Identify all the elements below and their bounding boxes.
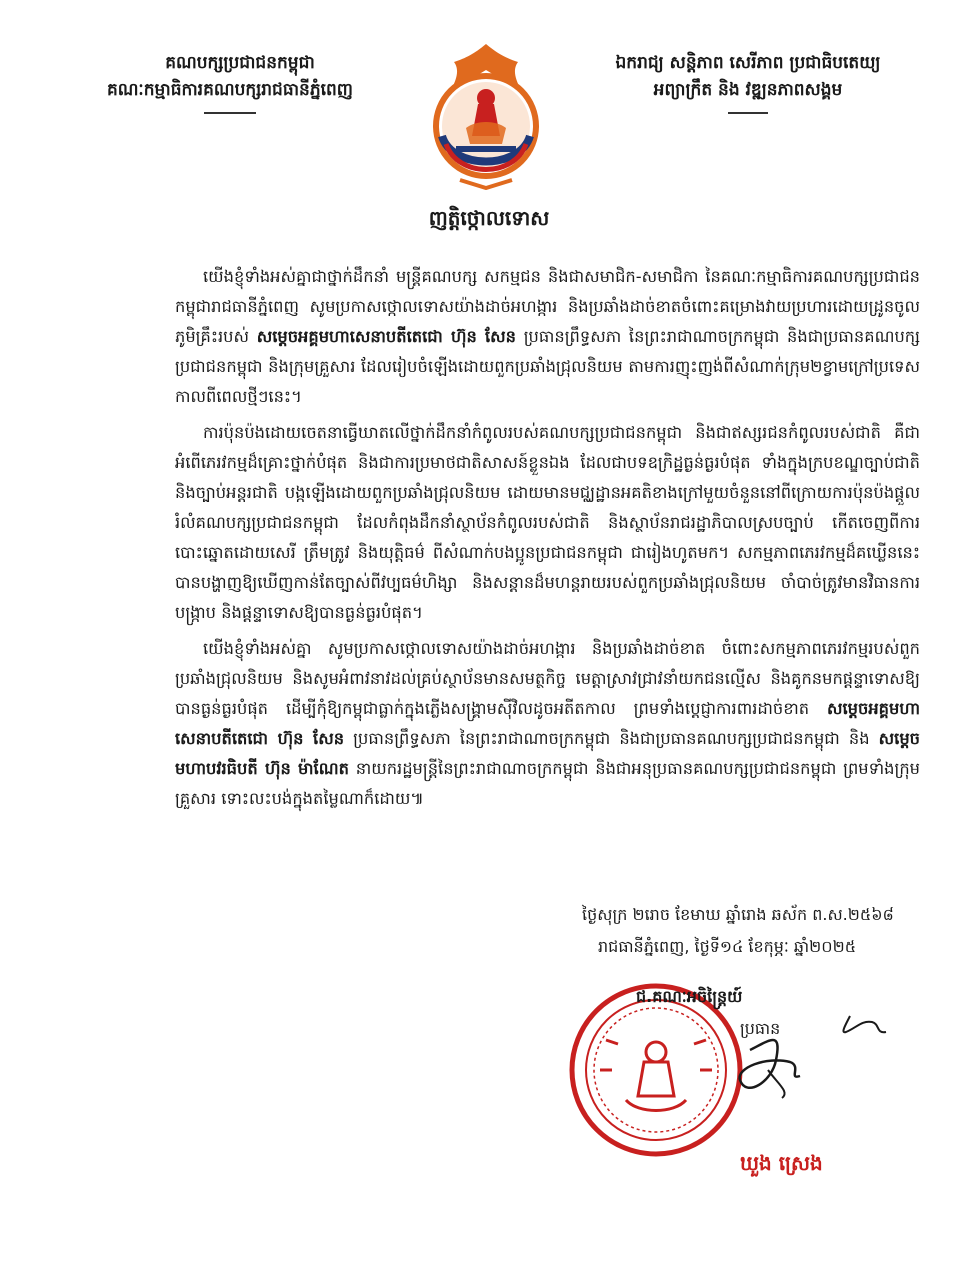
paragraph-1: យើងខ្ញុំទាំងអស់គ្នាជាថ្នាក់ដឹកនាំ មន្ត្រីគណបក្ស សកម្មជន និងជាសមាជិក-សមាជិកា នៃគណៈកម្មាធិការគណបក្សប្រជាជនកម្ពុជារាជធានីភ្នំពេញ សូមប្រកាសថ្កោលទោសយ៉ាងដាច់អហង្ការ និងប្រឆាំងដាច់ខាតចំពោះគម្រោងវាយប្រហារដោយដ្រូនចូលភូមិគ្រឹះរបស់ សម្តេចអគ្គមហាសេនាបតីតេជោ ហ៊ុន សែន ប្រធានព្រឹទ្ធសភា នៃព្រះរាជាណាចក្រកម្ពុជា និងជាប្រធានគណបក្សប្រជាជនកម្ពុជា និងក្រុមគ្រួសារ ដែលរៀបចំឡើងដោយពួកប្រឆាំងជ្រុលនិយម តាមការញុះញង់ពីសំណាក់ក្រុម២ខ្វាមក្រៅប្រទេស កាលពីពេលថ្មីៗនេះ។ (175, 267, 920, 406)
name-hun-manet: សម្តេចមហាបវរធិបតី ហ៊ុន ម៉ាណែត (175, 729, 920, 778)
name-hun-sen: សម្តេចអគ្គមហាសេនាបតីតេជោ ហ៊ុន សែន (256, 327, 516, 346)
solar-date: រាជធានីភ្នំពេញ, ថ្ងៃទី១៤ ខែកុម្ភៈ ឆ្នាំ២០២៥ (598, 937, 857, 956)
kingdom-motto-line1: ឯករាជ្យ សន្តិភាព សេរីភាព ប្រជាធិបតេយ្យ (615, 53, 881, 73)
document-title: ញត្តិថ្កោលទោស (428, 206, 550, 230)
header-left-divider (204, 112, 256, 114)
signer-name: ឃួង ស្រេង (740, 1151, 823, 1175)
paragraph-3: យើងខ្ញុំទាំងអស់គ្នា សូមប្រកាសថ្កោលទោសយ៉ាងដាច់អហង្ការ និងប្រឆាំងដាច់ខាត ចំពោះសកម្មភាពភេរវកម្មរបស់ពួកប្រឆាំងជ្រុលនិយម និងសូមអំពាវនាវដល់គ្រប់ស្ថាប័នមានសមត្ថកិច្ច មេត្តាស្រាវជ្រាវនាំយកជនល្មើស និងគូកនមកផ្តន្ទាទោសឱ្យបានធ្ងន់ធ្ងរបំផុត ដើម្បីកុំឱ្យកម្ពុជាធ្លាក់ក្នុងភ្លើងសង្គ្រាមស៊ីវិលដូចអតីតកាល ព្រមទាំងប្តេជ្ញាការពារដាច់ខាត សម្តេចអគ្គមហាសេនាបតីតេជោ ហ៊ុន សែន ប្រធានព្រឹទ្ធសភា នៃព្រះរាជាណាចក្រកម្ពុជា និងជាប្រធានគណបក្សប្រជាជនកម្ពុជា និង សម្តេចមហាបវរធិបតី ហ៊ុន ម៉ាណែត នាយករដ្ឋមន្ត្រីនៃព្រះរាជាណាចក្រកម្ពុជា និងជាអនុប្រធានគណបក្សប្រជាជនកម្ពុជា ព្រមទាំងក្រុមគ្រួសារ ទោះលះបង់ក្នុងតម្លៃណាក៏ដោយ៕ (175, 639, 920, 808)
header-right-divider (728, 112, 768, 114)
paragraph-2: ការប៉ុនប៉ងដោយចេតនាធ្វើឃាតលើថ្នាក់ដឹកនាំកំពូលរបស់គណបក្សប្រជាជនកម្ពុជា និងជាឥស្សរជនកំពូលរបស់ជាតិ គឺជាអំពើភេរវកម្មដ៏គ្រោះថ្នាក់បំផុត និងជាការប្រមាថជាតិសាសន៍ខ្លួនឯង ដែលជាបទឧក្រិដ្ឋធ្ងន់ធ្ងរបំផុត ទាំងក្នុងក្របខណ្ឌច្បាប់ជាតិ និងច្បាប់អន្តរជាតិ បង្កឡើងដោយពួកប្រឆាំងជ្រុលនិយម ដោយមានមជ្ឈដ្ឋានអគតិខាងក្រៅមួយចំនួននៅពីក្រោយការប៉ុនប៉ងផ្តួលរំលំគណបក្សប្រជាជនកម្ពុជា ដែលកំពុងដឹកនាំស្ថាប័នកំពូលរបស់ជាតិ និងស្ថាប័នរាជរដ្ឋាភិបាលស្របច្បាប់ កើតចេញពីការបោះឆ្នោតដោយសេរី ត្រឹមត្រូវ និងយុត្តិធម៌ ពីសំណាក់បងប្អូនប្រជាជនកម្ពុជា ជារៀងហូតមក។ សកម្មភាពភេរវកម្មដ៏គឃ្លើននេះ បានបង្ហាញឱ្យឃើញកាន់តែច្បាស់ពីវប្បធម៌ហិង្សា និងសន្តានដ៏មហន្តរាយរបស់ពួកប្រឆាំងជ្រុលនិយម ចាំបាច់ត្រូវមានវិធានការបង្ក្រាប និងផ្តន្ទាទោសឱ្យបានធ្ងន់ធ្ងរបំផុត។ (175, 423, 920, 622)
kingdom-motto-line2: អព្យាក្រឹត និង វឌ្ឍនភាពសង្គម (653, 80, 843, 100)
party-name: គណបក្សប្រជាជនកម្ពុជា (165, 53, 315, 73)
header-right (568, 50, 928, 114)
lunar-date: ថ្ងៃសុក្រ ២រោច ខែមាឃ ឆ្នាំរោង ឆស័ក ព.ស.២៥៦៨ (582, 905, 894, 924)
president-label: ប្រធាន (740, 1019, 781, 1038)
document-body (175, 262, 920, 820)
header-left (40, 50, 420, 114)
on-behalf-label: ជ.គណៈអចិន្ត្រៃយ៍ (636, 987, 743, 1006)
name-hun-sen-2: សម្តេចអគ្គមហាសេនាបតីតេជោ ហ៊ុន សែន (175, 699, 920, 748)
party-logo-icon (426, 40, 546, 190)
committee-name: គណៈកម្មាធិការគណបក្សរាជធានីភ្នំពេញ (107, 80, 353, 100)
